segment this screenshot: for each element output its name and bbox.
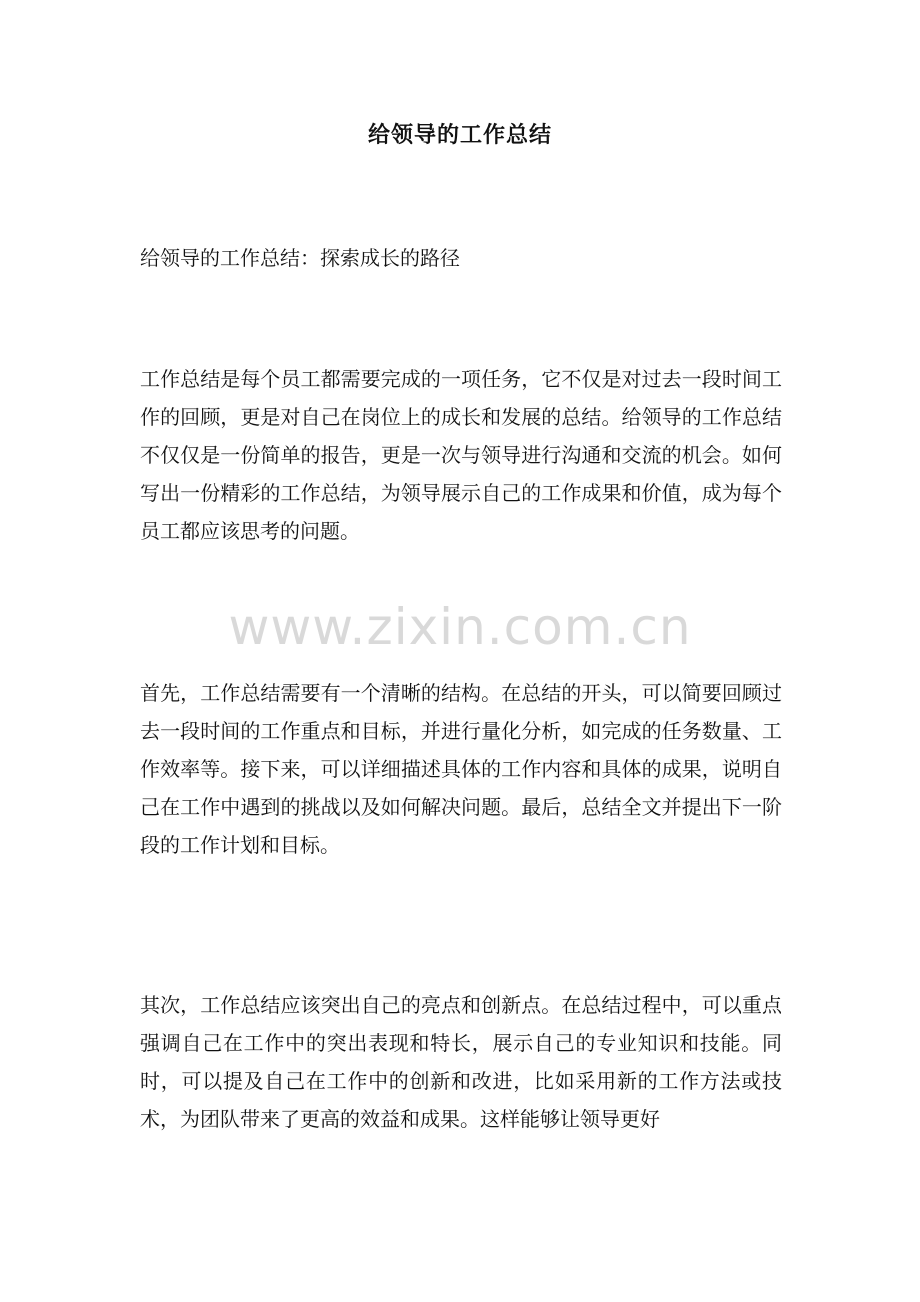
paragraph-1: 工作总结是每个员工都需要完成的一项任务，它不仅是对过去一段时间工作的回顾，更是对自己在岗位上的成长和发展的总结。给领导的工作总结不仅仅是一份简单的报告，更是一次与领导进行沟通和交流的机会。如何写出一份精彩的工作总结，为领导展示自己的工作成果和价值，成为每个员工都应该思考的问题。 <box>140 367 782 543</box>
watermark-text: www.zixin.com.cn <box>228 598 692 656</box>
document-title: 给领导的工作总结 <box>367 122 552 148</box>
paragraph-3: 其次，工作总结应该突出自己的亮点和创新点。在总结过程中，可以重点强调自己在工作中的突出表现和特长，展示自己的专业知识和技能。同时，可以提及自己在工作中的创新和改进，比如采用新的工作方法或技术，为团队带来了更高的效益和成果。这样能够让领导更好 <box>140 993 782 1131</box>
document-subtitle: 给领导的工作总结：探索成长的路径 <box>140 246 460 270</box>
paragraph-2: 首先，工作总结需要有一个清晰的结构。在总结的开头，可以简要回顾过去一段时间的工作重点和目标，并进行量化分析，如完成的任务数量、工作效率等。接下来，可以详细描述具体的工作内容和具体的成果，说明自己在工作中遇到的挑战以及如何解决问题。最后，总结全文并提出下一阶段的工作计划和目标。 <box>140 681 782 857</box>
